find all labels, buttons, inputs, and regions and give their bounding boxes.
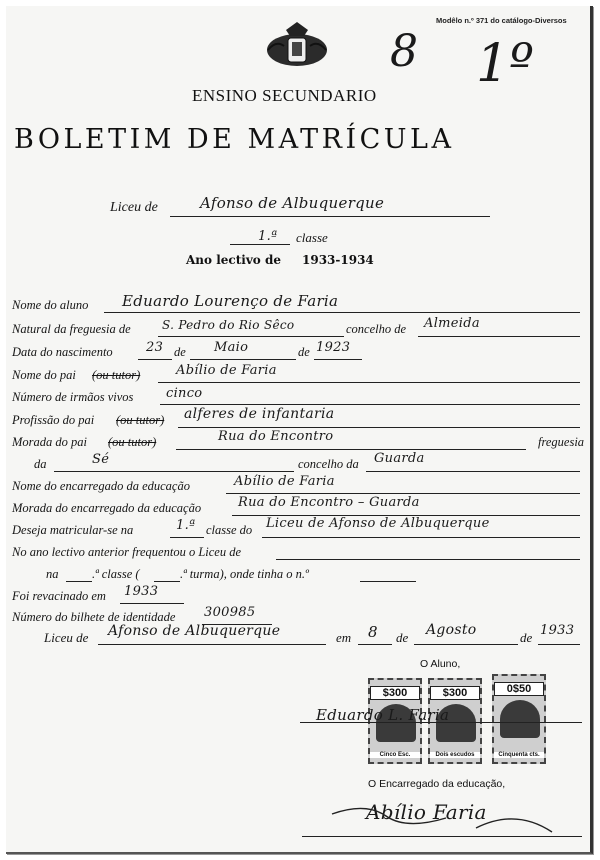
- birth-month: Maio: [214, 340, 249, 355]
- student-name: Eduardo Lourenço de Faria: [122, 292, 339, 310]
- signature-flourish: [326, 798, 566, 840]
- na-label: na: [46, 567, 59, 581]
- student-name-label: Nome do aluno: [12, 298, 89, 312]
- footer-de-2: de: [520, 630, 533, 645]
- birth-de-2: de: [298, 345, 310, 359]
- da-label: da: [34, 457, 47, 471]
- coat-of-arms-emblem: [264, 20, 330, 72]
- stamp-2-word: Dois escudos: [430, 752, 480, 758]
- municipality: Almeida: [424, 316, 480, 331]
- revaccinated-year: 1933: [124, 584, 159, 599]
- form-title: BOLETIM DE MATRÍCULA: [14, 124, 455, 155]
- school-year-label: Ano lectivo de: [186, 253, 281, 267]
- footer-de-1: de: [396, 630, 409, 645]
- father-name-label: Nome do pai: [12, 368, 76, 382]
- father-municipality: Guarda: [374, 451, 425, 466]
- enroll-class-mid: classe do: [206, 523, 253, 537]
- birth-year: 1923: [316, 340, 351, 355]
- guardian-signature-label: O Encarregado da educação,: [368, 778, 506, 790]
- footer-month: Agosto: [426, 622, 477, 638]
- student-signature: Eduardo L. Faria: [316, 706, 450, 724]
- enroll-request-label: Deseja matricular-se na: [12, 523, 134, 537]
- stamp-2-value: $300: [430, 686, 480, 700]
- revenue-stamp-3: [492, 674, 546, 764]
- form-model-number: Modêlo n.º 371 do catálogo-Diversos: [436, 16, 567, 25]
- handwritten-mark-1: 1º: [476, 34, 535, 94]
- student-signature-label: O Aluno,: [420, 658, 461, 670]
- guardian-name: Abílio de Faria: [234, 474, 335, 489]
- parish: S. Pedro do Rio Sêco: [162, 318, 295, 332]
- previous-class-label: .ª classe (: [92, 567, 140, 581]
- guardian-address-label: Morada do encarregado da educação: [12, 501, 202, 515]
- footer-day: 8: [368, 623, 378, 641]
- stamp-1-value: $300: [370, 686, 420, 700]
- classe-label: classe: [296, 230, 328, 245]
- father-name: Abílio de Faria: [176, 363, 277, 378]
- enroll-school: Liceu de Afonso de Albuquerque: [266, 516, 490, 531]
- liceu-label: Liceu de: [110, 200, 158, 215]
- footer-em: em: [336, 630, 352, 645]
- father-profession-label: Profissão do pai: [12, 413, 95, 427]
- classe-value: 1.ª: [258, 229, 278, 244]
- or-guardian-struck: (ou tutor): [92, 368, 141, 382]
- municipality-label: concelho de: [346, 322, 407, 336]
- section-heading: ENSINO SECUNDARIO: [192, 86, 377, 105]
- guardian-name-label: Nome do encarregado da educação: [12, 479, 190, 493]
- father-address-label: Morada do pai: [12, 435, 87, 449]
- liceu-value: Afonso de Albuquerque: [200, 194, 385, 212]
- footer-year: 1933: [540, 623, 575, 638]
- school-year-value: 1933-1934: [302, 253, 374, 267]
- father-parish: Sé: [92, 452, 110, 467]
- previous-turma-label: .ª turma), onde tinha o n.º: [180, 567, 309, 581]
- revaccinated-label: Foi revacinado em: [12, 589, 106, 603]
- father-address: Rua do Encontro: [218, 429, 334, 444]
- stamp-3-value: 0$50: [494, 682, 544, 696]
- or-guardian-struck-3: (ou tutor): [108, 435, 157, 449]
- siblings-label: Número de irmãos vivos: [12, 390, 134, 404]
- parish-label: Natural da freguesia de: [12, 322, 131, 336]
- id-card-number: 300985: [204, 605, 256, 620]
- guardian-address: Rua do Encontro – Guarda: [238, 495, 420, 510]
- footer-liceu: Afonso de Albuquerque: [108, 623, 281, 639]
- previous-year-label: No ano lectivo anterior frequentou o Liceu de: [12, 545, 242, 559]
- guardian-signature: Abílio Faria: [366, 800, 487, 824]
- stamp-3-word: Cinquenta cts.: [494, 752, 544, 758]
- siblings: cinco: [166, 386, 203, 401]
- birth-de-1: de: [174, 345, 186, 359]
- or-guardian-struck-2: (ou tutor): [116, 413, 165, 427]
- footer-liceu-label: Liceu de: [44, 630, 89, 645]
- birth-day: 23: [146, 340, 164, 355]
- father-profession: alferes de infantaria: [184, 406, 335, 422]
- enroll-class: 1.ª: [176, 518, 196, 533]
- concelho-da-label: concelho da: [298, 457, 359, 471]
- enrollment-form: [6, 6, 593, 854]
- id-card-label: Número do bilhete de identidade: [12, 610, 176, 624]
- freguesia-label: freguesia: [538, 435, 585, 449]
- birth-date-label: Data do nascimento: [12, 345, 113, 359]
- stamp-1-word: Cinco Esc.: [370, 752, 420, 758]
- handwritten-mark-8: 8: [390, 26, 419, 77]
